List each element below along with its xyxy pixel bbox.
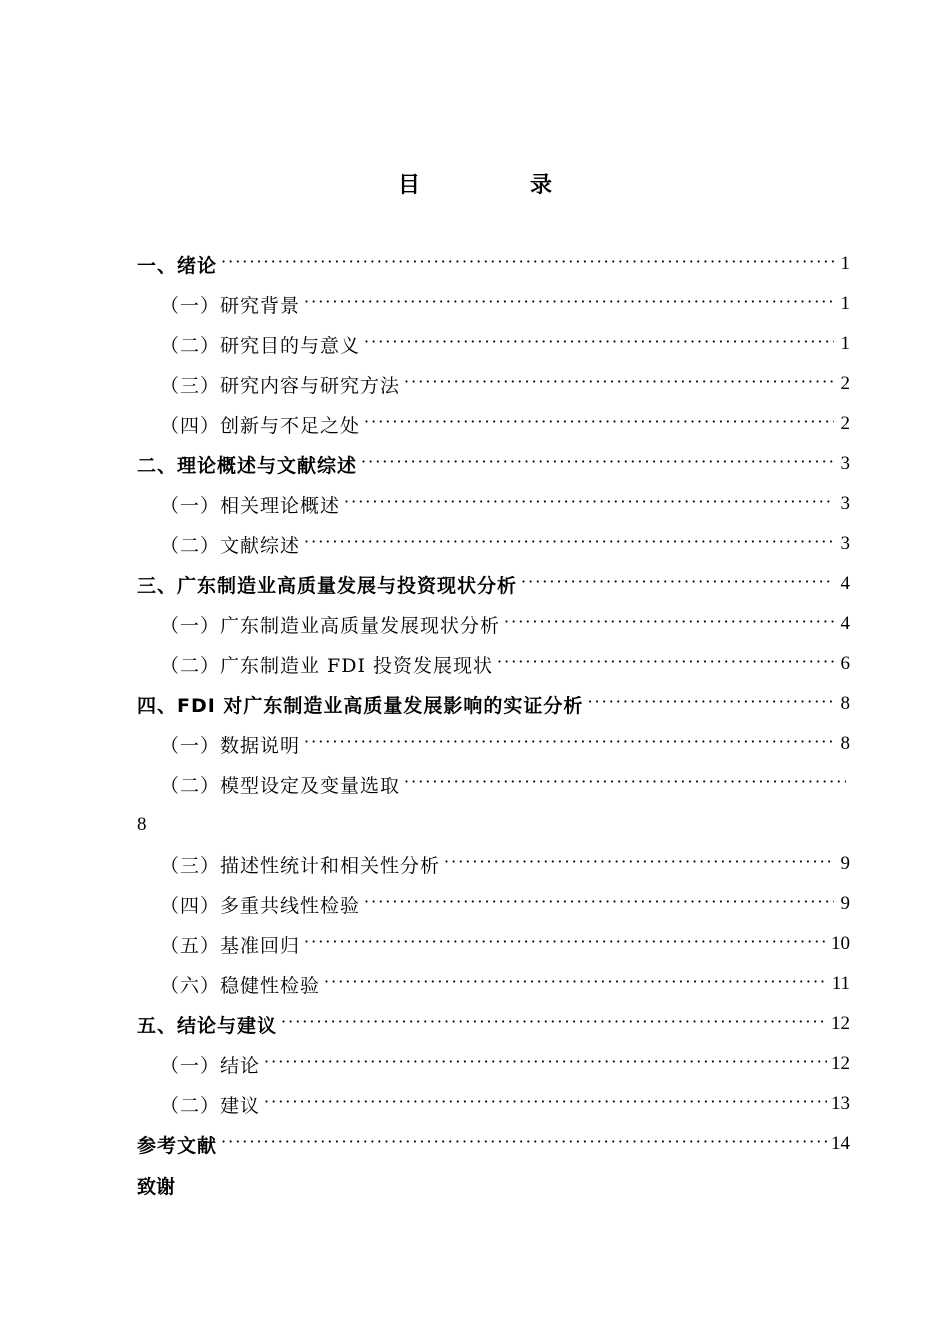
toc-page-number: 3 [840, 453, 850, 474]
dot-leader [364, 414, 834, 434]
toc-page-number: 8 [840, 693, 850, 714]
dot-leader [364, 334, 834, 354]
page-title: 目 录 [397, 173, 596, 198]
dot-leader [497, 654, 834, 674]
toc-entry-chapter-5[interactable] [137, 1004, 850, 1044]
toc-entry-text: （四）多重共线性检验 [160, 894, 361, 917]
toc-entry-5-1[interactable] [160, 1044, 850, 1084]
toc-page-number: 1 [840, 333, 850, 354]
toc-entry-1-3[interactable] [160, 364, 850, 404]
toc-entry-chapter-4[interactable] [137, 684, 850, 724]
toc-page-number: 8 [840, 733, 850, 754]
dot-leader [404, 374, 834, 394]
dot-leader [444, 854, 834, 874]
toc-entry-text: （一）广东制造业高质量发展现状分析 [160, 614, 501, 637]
dot-leader [304, 294, 834, 314]
toc-entry-chapter-2[interactable] [137, 444, 850, 484]
toc-page-number: 2 [840, 373, 850, 394]
toc-page-number: 12 [831, 1013, 850, 1034]
toc-entry-text: （三）研究内容与研究方法 [160, 374, 401, 397]
toc-entry-text: 参考文献 [137, 1134, 218, 1157]
dot-leader [304, 534, 834, 554]
toc-entry-4-1[interactable] [160, 724, 850, 764]
dot-leader [344, 494, 834, 514]
toc-entry-text: （二）研究目的与意义 [160, 334, 361, 357]
toc-entry-text: （二）建议 [160, 1094, 261, 1117]
toc-entry-text: （六）稳健性检验 [160, 974, 321, 997]
dot-leader [364, 894, 834, 914]
toc-entry-4-2[interactable] [160, 764, 850, 804]
toc-page-number: 3 [840, 533, 850, 554]
toc-page-number: 1 [840, 293, 850, 314]
toc-entry-text: （五）基准回归 [160, 934, 301, 957]
dot-leader [304, 734, 834, 754]
dot-leader [264, 1054, 827, 1074]
dot-leader [304, 934, 827, 954]
toc-entry-3-1[interactable] [160, 604, 850, 644]
toc-page-number: 4 [840, 573, 850, 594]
toc-entry-text: （一）研究背景 [160, 294, 301, 317]
toc-entry-2-2[interactable] [160, 524, 850, 564]
toc-entry-1-4[interactable] [160, 404, 850, 444]
toc-entry-4-3[interactable] [160, 844, 850, 884]
toc-entry-4-4[interactable] [160, 884, 850, 924]
toc-entry-chapter-1[interactable] [137, 244, 850, 284]
toc-entry-text: 二、理论概述与文献综述 [137, 454, 358, 477]
toc-page-number: 3 [840, 493, 850, 514]
dot-leader [264, 1094, 827, 1114]
toc-entry-text: 三、广东制造业高质量发展与投资现状分析 [137, 574, 518, 597]
toc-page-number: 11 [831, 973, 850, 994]
dot-leader [504, 614, 834, 634]
dot-leader [521, 574, 834, 594]
toc-entry-text: （二）模型设定及变量选取 [160, 774, 401, 797]
dot-leader [361, 454, 834, 474]
dot-leader [221, 254, 834, 274]
toc-entry-text: （二）广东制造业 FDI 投资发展现状 [160, 654, 494, 677]
toc-entry-2-1[interactable] [160, 484, 850, 524]
toc-page-number: 6 [840, 653, 850, 674]
toc-entry-text: （三）描述性统计和相关性分析 [160, 854, 441, 877]
toc-entry-text: 五、结论与建议 [137, 1014, 278, 1037]
toc-page-number: 4 [840, 613, 850, 634]
toc-page-number-wrapped: 8 [137, 814, 147, 835]
toc-page-number: 9 [840, 893, 850, 914]
toc-entry-text: （一）相关理论概述 [160, 494, 341, 517]
toc-page-number: 12 [831, 1053, 850, 1074]
toc-entry-5-2[interactable] [160, 1084, 850, 1124]
dot-leader [324, 974, 828, 994]
toc-entry-text: （四）创新与不足之处 [160, 414, 361, 437]
toc-page-number: 1 [840, 253, 850, 274]
toc-entry-acknowledgements[interactable]: 致谢 [137, 1176, 176, 1198]
toc-entry-1-1[interactable] [160, 284, 850, 324]
dot-leader [404, 774, 846, 794]
toc-page-number: 9 [840, 853, 850, 874]
toc-entry-text: （一）数据说明 [160, 734, 301, 757]
toc-entry-3-2[interactable] [160, 644, 850, 684]
toc-entry-1-2[interactable] [160, 324, 850, 364]
toc-page-number: 14 [831, 1133, 850, 1154]
toc-entry-4-5[interactable] [160, 924, 850, 964]
dot-leader [281, 1014, 827, 1034]
dot-leader [587, 694, 834, 714]
toc-entry-text: （二）文献综述 [160, 534, 301, 557]
dot-leader [221, 1134, 827, 1154]
toc-entry-references[interactable] [137, 1124, 850, 1164]
toc-entry-text: 一、绪论 [137, 254, 218, 277]
toc-entry-4-6[interactable] [160, 964, 850, 1004]
toc-page-number: 2 [840, 413, 850, 434]
toc-page-number: 10 [831, 933, 850, 954]
toc-page-number: 13 [831, 1093, 850, 1114]
toc-entry-chapter-3[interactable] [137, 564, 850, 604]
toc-entry-text: 四、FDI 对广东制造业高质量发展影响的实证分析 [137, 694, 584, 717]
toc-entry-text: （一）结论 [160, 1054, 261, 1077]
